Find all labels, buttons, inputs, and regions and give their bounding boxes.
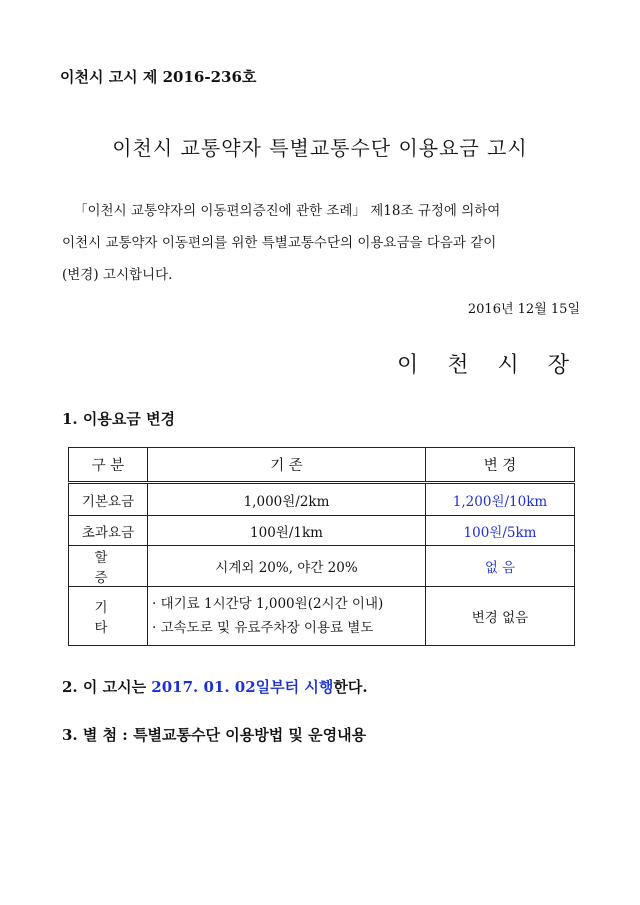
row-category: 초과요금: [69, 516, 148, 546]
issuer: 이 천 시 장: [397, 353, 580, 378]
document-title: 이천시 교통약자 특별교통수단 이용요금 고시: [112, 136, 528, 160]
row-category: 기 타: [69, 587, 148, 646]
row-before: 시계외 20%, 야간 20%: [148, 546, 426, 587]
section-1-title: 1. 이용요금 변경: [62, 410, 176, 428]
header-after: 변 경: [426, 448, 575, 483]
section-2: [62, 676, 368, 697]
section-3-title: 3. 별 첨 : 특별교통수단 이용방법 및 운영내용: [62, 726, 367, 744]
note-item: · 고속도로 및 유료주차장 이용료 별도: [152, 620, 374, 636]
section-2-prefix: 2. 이 고시는: [62, 678, 152, 696]
section-2-suffix: 한다.: [333, 678, 368, 696]
table-row: [69, 587, 575, 646]
header-before: 기 존: [148, 448, 426, 483]
table-row: [69, 546, 575, 587]
table-row: [69, 483, 575, 516]
row-after: 100원/5km: [426, 516, 575, 546]
row-before: [148, 587, 426, 646]
notice-date: 2016년 12월 15일: [467, 302, 580, 317]
table-header-row: [69, 448, 575, 483]
fee-table: [68, 447, 575, 646]
row-category: 할 증: [69, 546, 148, 587]
table-row: [69, 516, 575, 546]
row-category: 기본요금: [69, 483, 148, 516]
row-before: 1,000원/2km: [148, 483, 426, 516]
row-before: 100원/1km: [148, 516, 426, 546]
intro-line: 이천시 교통약자 이동편의를 위한 특별교통수단의 이용요금을 다음과 같이: [62, 235, 497, 251]
note-list: [152, 592, 421, 640]
intro-line: (변경) 고시합니다.: [62, 267, 173, 283]
row-after: 없 음: [426, 546, 575, 587]
notice-number: 이천시 고시 제 2016-236호: [60, 68, 257, 86]
intro-line: 「이천시 교통약자의 이동편의증진에 관한 조례」 제18조 규정에 의하여: [74, 203, 501, 219]
section-2-effective-date: 2017. 01. 02일부터 시행: [151, 678, 334, 696]
row-after: 1,200원/10km: [426, 483, 575, 516]
intro-paragraph: [62, 195, 582, 291]
row-after: 변경 없음: [426, 587, 575, 646]
note-item: · 대기료 1시간당 1,000원(2시간 이내): [152, 596, 384, 612]
header-category: 구 분: [69, 448, 148, 483]
